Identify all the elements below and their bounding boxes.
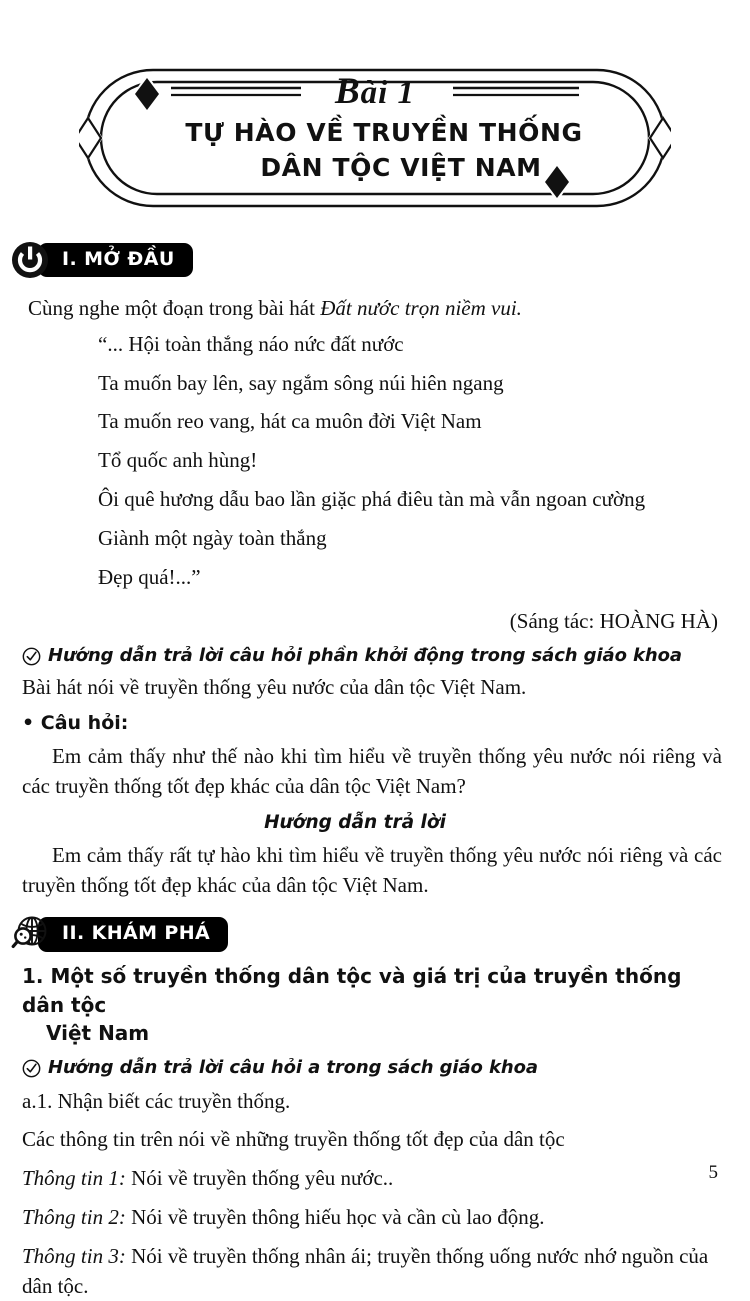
info-item-label: Thông tin 2:: [22, 1204, 126, 1229]
lyric-line: Ôi quê hương dẫu bao lần giặc phá điêu tàn mà vẫn ngoan cường: [98, 487, 646, 512]
intro-text-plain: Cùng nghe một đoạn trong bài hát: [28, 296, 321, 320]
guide-heading-text: Hướng dẫn trả lời câu hỏi phần khởi động trong sách giáo khoa: [48, 645, 682, 667]
lyric-line: Tổ quốc anh hùng!: [98, 448, 258, 473]
page-title-line-2: DÂN TỘC VIỆT NAM: [260, 152, 542, 182]
info-item: [22, 1203, 722, 1233]
info-item-label: Thông tin 1:: [22, 1166, 126, 1191]
guide-heading-text: Hướng dẫn trả lời câu hỏi a trong sách giáo khoa: [48, 1056, 538, 1078]
intro-song-title: Đất nước trọn niềm vui.: [320, 296, 522, 320]
lyric-line: Giành một ngày toàn thắng: [98, 525, 327, 550]
document-page: [0, 62, 750, 1298]
sub-item-a1: a.1. Nhận biết các truyền thống.: [22, 1088, 291, 1113]
section-label-mo-dau: I. MỞ ĐẦU: [38, 243, 193, 278]
subsection-heading-line-1: 1. Một số truyền thống dân tộc và giá trị của truyền thống dân tộc: [22, 964, 682, 1017]
question-label: • Câu hỏi:: [22, 712, 129, 735]
check-circle-icon: [22, 647, 41, 666]
section-label-kham-pha: II. KHÁM PHÁ: [38, 917, 228, 952]
lesson-number-rest: ài 1: [360, 75, 416, 111]
page-title: [137, 116, 631, 185]
section-header-mo-dau: [10, 240, 750, 280]
info-item-text: Nói về truyền thống yêu nước..: [125, 1166, 394, 1191]
lesson-title-banner: [79, 62, 671, 214]
section-header-kham-pha: [10, 914, 750, 954]
intro-paragraph: [28, 294, 750, 324]
power-icon: [10, 240, 50, 280]
guide-heading-startup: [22, 645, 750, 666]
page-title-line-1: TỰ HÀO VỀ TRUYỀN THỐNG: [185, 118, 583, 147]
lyric-line: Đẹp quá!...”: [98, 564, 201, 589]
guide-answer-startup: Bài hát nói về truyền thống yêu nước của dân tộc Việt Nam.: [22, 675, 527, 700]
info-item: [22, 1164, 722, 1194]
answer-heading: Hướng dẫn trả lời: [264, 811, 446, 833]
song-lyrics: [98, 330, 750, 593]
question-text: Em cảm thấy như thế nào khi tìm hiểu về truyền thống yêu nước nói riêng và các truyền thống tốt đẹp khác của dân tộc Việt Nam?: [22, 744, 722, 798]
subsection-heading-line-2: Việt Nam: [46, 1021, 150, 1046]
lesson-number-initial: B: [334, 71, 361, 112]
subsection-heading-1: [22, 962, 724, 1047]
lyric-line: Ta muốn bay lên, say ngắm sông núi hiên ngang: [98, 370, 504, 395]
lyric-line: “... Hội toàn thắng náo nức đất nước: [98, 331, 404, 356]
song-attribution: (Sáng tác: HOÀNG HÀ): [509, 608, 718, 633]
lead-in-text: Các thông tin trên nói về những truyền thống tốt đẹp của dân tộc: [22, 1127, 565, 1152]
lyric-line: Ta muốn reo vang, hát ca muôn đời Việt Nam: [98, 409, 482, 434]
info-item-text: Nói về truyền thông hiếu học và cần cù lao động.: [125, 1204, 545, 1229]
info-item: [22, 1242, 722, 1301]
guide-heading-question-a: [22, 1057, 750, 1078]
lesson-number: [79, 70, 671, 113]
info-item-label: Thông tin 3:: [22, 1243, 126, 1268]
page-number: 5: [708, 1162, 718, 1183]
check-circle-icon: [22, 1059, 41, 1078]
answer-text: Em cảm thấy rất tự hào khi tìm hiểu về truyền thống yêu nước nói riêng và các truyền thống tốt đẹp khác của dân tộc Việt Nam.: [22, 842, 722, 897]
globe-magnifier-icon: [10, 914, 50, 954]
info-item-text: Nói về truyền thống nhân ái; truyền thống uống nước nhớ nguồn của dân tộc.: [22, 1243, 709, 1298]
